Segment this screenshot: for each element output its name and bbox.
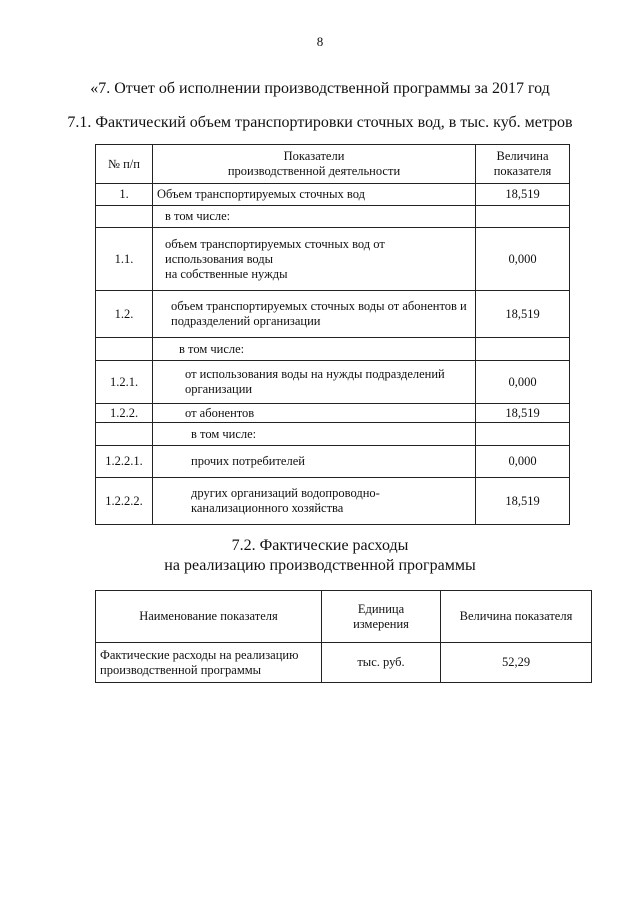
row-value [476, 338, 570, 361]
subsection-2-title-line2: на реализацию производственной программы [164, 557, 476, 574]
header-indicator-line1: Показатели [283, 149, 345, 163]
row-name: прочих потребителей [153, 446, 476, 478]
table-header-row [96, 591, 592, 643]
section-title: «7. Отчет об исполнении производственной программы за 2017 год [90, 80, 550, 97]
row-name [153, 478, 476, 525]
page-number: 8 [316, 34, 324, 49]
table-row [96, 423, 570, 446]
table-row [96, 228, 570, 291]
row-name: в том числе: [153, 423, 476, 446]
header-unit-line2: измерения [353, 616, 409, 631]
row-name: Объем транспортируемых сточных вод [153, 184, 476, 206]
row-value: 0,000 [476, 228, 570, 291]
row-value [476, 206, 570, 228]
row-num [96, 206, 153, 228]
row-num [96, 423, 153, 446]
row-name: в том числе: [153, 338, 476, 361]
row-value: 0,000 [476, 361, 570, 404]
table-row [96, 643, 592, 683]
row-name-line: от использования воды на нужды подразделений [185, 367, 445, 381]
row-value: 18,519 [476, 404, 570, 423]
header-value-line1: Величина [496, 149, 549, 163]
row-name-line: объем транспортируемых сточных вод от [165, 236, 385, 251]
table-row [96, 206, 570, 228]
header-unit [322, 591, 441, 643]
row-unit: тыс. руб. [322, 643, 441, 683]
header-unit-line1: Единица [357, 601, 405, 616]
row-num: 1.2.1. [96, 361, 153, 404]
row-name-line: Фактические расходы на реализацию [100, 647, 299, 662]
row-name-line: на собственные нужды [165, 266, 288, 281]
row-value: 18,519 [476, 291, 570, 338]
table-row [96, 338, 570, 361]
subsection-2-title-line1: 7.2. Фактические расходы [231, 537, 409, 554]
table-row [96, 404, 570, 423]
row-name-line: использования воды [165, 251, 274, 266]
row-num: 1.2. [96, 291, 153, 338]
header-indicator-name: Наименование показателя [96, 591, 322, 643]
row-value: 18,519 [476, 184, 570, 206]
row-num: 1.2.2.2. [96, 478, 153, 525]
header-indicator [153, 145, 476, 184]
header-value: Величина показателя [441, 591, 592, 643]
table-row [96, 478, 570, 525]
header-indicator-line2: производственной деятельности [227, 164, 401, 178]
header-value-line2: показателя [493, 164, 552, 178]
row-num: 1.2.2. [96, 404, 153, 423]
row-name [153, 228, 476, 291]
row-name [96, 643, 322, 683]
subsection-1-title: 7.1. Фактический объем транспортировки сточных вод, в тыс. куб. метров [67, 114, 573, 131]
row-num: 1.1. [96, 228, 153, 291]
row-name-line: объем транспортируемых сточных воды от абонентов и [171, 299, 467, 313]
row-name-line: подразделений организации [171, 314, 321, 328]
table-row [96, 361, 570, 404]
row-value: 18,519 [476, 478, 570, 525]
row-name-line: других организаций водопроводно- [191, 486, 380, 500]
header-value [476, 145, 570, 184]
row-name [153, 361, 476, 404]
row-name-line: организации [185, 382, 253, 396]
row-name-line: канализационного хозяйства [191, 501, 344, 515]
table-row [96, 184, 570, 206]
header-num: № п/п [96, 145, 153, 184]
row-name [153, 291, 476, 338]
program-expenses-table [95, 590, 592, 683]
row-num [96, 338, 153, 361]
row-name: от абонентов [153, 404, 476, 423]
table-row [96, 446, 570, 478]
row-name: в том числе: [153, 206, 476, 228]
row-value [476, 423, 570, 446]
table-header-row [96, 145, 570, 184]
row-name-line: производственной программы [100, 662, 262, 677]
table-row [96, 291, 570, 338]
row-value: 0,000 [476, 446, 570, 478]
row-num: 1.2.2.1. [96, 446, 153, 478]
wastewater-volume-table [95, 144, 570, 525]
row-num: 1. [96, 184, 153, 206]
row-value: 52,29 [441, 643, 592, 683]
